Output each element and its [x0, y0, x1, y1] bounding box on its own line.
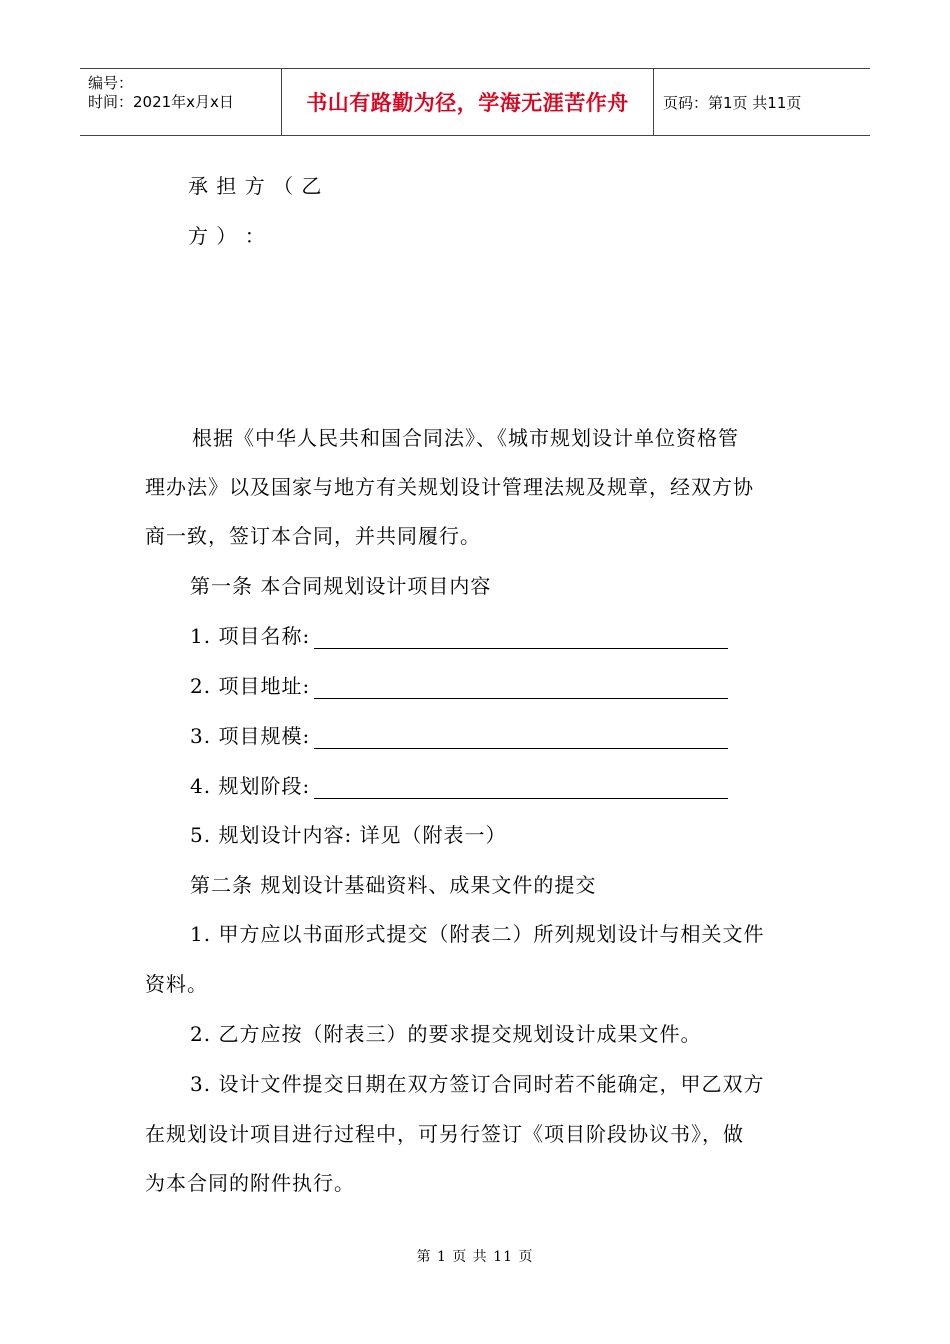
header-meta — [80, 69, 282, 135]
a2-2: 2. 乙方应按（附表三）的要求提交规划设计成果文件。 — [190, 1022, 702, 1046]
article-1-title: 第一条 本合同规划设计项目内容 — [190, 574, 492, 598]
intro-line-3: 商一致，签订本合同，并共同履行。 — [145, 524, 481, 548]
a2-3-line-3: 为本合同的附件执行。 — [145, 1171, 355, 1195]
blank-line — [314, 728, 728, 749]
number-label: 编号： — [88, 74, 134, 92]
blank-line — [314, 778, 728, 799]
item-planning-stage — [190, 770, 728, 799]
party-line-1: 承 担 方 （ 乙 — [188, 174, 323, 198]
party-line-2: 方 ） ： — [188, 224, 266, 248]
a2-1-line-2: 资料。 — [145, 972, 208, 996]
item-project-address — [190, 670, 728, 699]
header-page-info: 页码：第1页 共11页 — [663, 93, 802, 112]
item-project-scale — [190, 720, 728, 749]
a2-3-line-2: 在规划设计项目进行过程中，可另行签订《项目阶段协议书》，做 — [145, 1122, 744, 1146]
item-project-name — [190, 620, 728, 649]
item-planning-stage-label: 4. 规划阶段: — [190, 774, 311, 798]
intro-line-2: 理办法》以及国家与地方有关规划设计管理法规及规章，经双方协 — [145, 475, 754, 499]
a2-3-line-1: 3. 设计文件提交日期在双方签订合同时若不能确定，甲乙双方 — [190, 1072, 765, 1096]
blank-line — [314, 678, 728, 699]
intro-line-1: 根据《中华人民共和国合同法》、《城市规划设计单位资格管 — [192, 426, 739, 450]
page-footer: 第 1 页 共 11 页 — [416, 1249, 534, 1265]
page-header — [80, 68, 870, 136]
item-project-name-label: 1. 项目名称: — [190, 624, 311, 648]
item-design-content: 5. 规划设计内容: 详见（附表一） — [190, 823, 507, 847]
header-motto: 书山有路勤为径，学海无涯苦作舟 — [282, 69, 654, 135]
article-2-title: 第二条 规划设计基础资料、成果文件的提交 — [190, 873, 597, 897]
a2-1-line-1: 1. 甲方应以书面形式提交（附表二）所列规划设计与相关文件 — [190, 922, 765, 946]
item-project-address-label: 2. 项目地址: — [190, 674, 311, 698]
item-project-scale-label: 3. 项目规模: — [190, 724, 311, 748]
blank-line — [314, 628, 728, 649]
time-label: 时间：2021年x月x日 — [88, 93, 234, 111]
